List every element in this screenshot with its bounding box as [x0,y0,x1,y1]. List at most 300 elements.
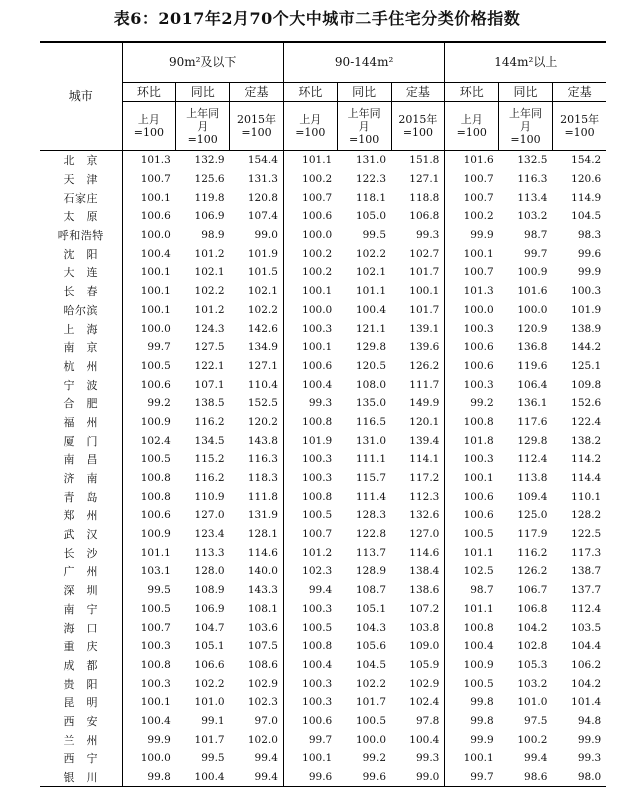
index-value: 118.1 [355,191,387,204]
table-row [40,394,606,413]
index-value: 98.0 [552,768,606,787]
city-name: 海 口 [63,621,98,635]
index-value: 99.9 [445,226,499,245]
index-value: 127.1 [409,173,440,186]
table-row [40,226,606,245]
index-value: 122.1 [194,359,225,372]
price-index-table [40,41,606,787]
index-value: 115.2 [194,453,225,466]
index-value: 118.8 [409,191,440,204]
index-value: 152.6 [571,397,602,410]
index-value: 154.2 [571,154,602,167]
table-row [40,450,606,469]
table-row [40,469,606,488]
city-name: 太 原 [63,210,98,224]
index-value: 99.9 [445,730,499,749]
index-value: 122.5 [571,528,602,541]
index-value: 100.7 [283,525,337,544]
sub-header-yoy: 同比 [176,83,230,102]
index-value: 101.6 [445,151,499,170]
index-value: 100.4 [355,303,387,316]
index-value: 101.9 [247,247,278,260]
index-value: 129.8 [517,434,548,447]
index-value: 99.7 [122,338,176,357]
index-value: 100.7 [445,263,499,282]
index-value: 140.0 [247,565,278,578]
index-value: 100.7 [445,188,499,207]
index-value: 101.0 [194,696,225,709]
sub-header-yoy: 同比 [499,83,553,102]
city-column-header: 城市 [40,42,122,151]
index-value: 131.0 [355,434,387,447]
index-value: 102.2 [355,677,387,690]
index-value: 100.1 [283,282,337,301]
index-value: 99.5 [362,229,387,242]
index-value: 139.6 [409,341,440,354]
table-row [40,263,606,282]
table-row [40,282,606,301]
index-value: 116.5 [355,415,387,428]
index-value: 102.2 [355,247,387,260]
index-value: 111.7 [409,378,440,391]
table-row [40,151,606,170]
index-value: 113.4 [517,191,548,204]
index-value: 99.5 [201,752,225,765]
table-row [40,338,606,357]
index-value: 106.8 [517,602,548,615]
city-name: 郑 州 [63,509,98,523]
index-value: 102.0 [247,733,278,746]
index-value: 100.0 [122,226,176,245]
city-name: 大 连 [63,266,98,280]
index-value: 100.2 [517,733,548,746]
index-value: 102.4 [122,431,176,450]
index-value: 100.1 [122,301,176,320]
index-value: 100.6 [122,506,176,525]
base-header-prev-month: 上月 =100 [445,102,499,151]
index-value: 127.1 [247,359,278,372]
index-value: 113.8 [517,472,548,485]
index-value: 100.5 [355,714,387,727]
index-value: 100.9 [517,266,548,279]
index-value: 120.8 [247,191,278,204]
index-value: 108.0 [355,378,387,391]
index-value: 123.4 [194,528,225,541]
index-value: 99.3 [415,752,440,765]
table-row [40,431,606,450]
city-name: 北 京 [63,154,98,168]
index-value: 154.4 [247,154,278,167]
table-row [40,487,606,506]
index-value: 107.2 [409,602,440,615]
table-row [40,413,606,432]
index-value: 98.6 [499,768,553,787]
index-value: 125.6 [194,173,225,186]
index-value: 100.6 [445,338,499,357]
index-value: 98.7 [524,229,548,242]
index-value: 100.9 [122,413,176,432]
index-value: 137.7 [571,584,602,597]
city-name: 呼和浩特 [57,229,104,243]
index-value: 99.7 [524,247,548,260]
base-header-2015: 2015年 =100 [552,102,606,151]
index-value: 100.7 [445,170,499,189]
index-value: 100.1 [445,244,499,263]
index-value: 128.1 [247,528,278,541]
index-value: 112.4 [517,453,548,466]
table-title: 表6：2017年2月70个大中城市二手住宅分类价格指数 [113,9,521,28]
index-value: 100.1 [445,469,499,488]
index-value: 105.3 [517,658,548,671]
index-value: 114.4 [571,472,602,485]
index-value: 110.9 [194,490,225,503]
index-value: 100.7 [283,188,337,207]
table-row [40,543,606,562]
index-value: 102.9 [409,677,440,690]
index-value: 101.1 [445,543,499,562]
index-value: 100.6 [445,506,499,525]
index-value: 128.0 [194,565,225,578]
index-value: 125.0 [517,509,548,522]
index-value: 122.4 [571,415,602,428]
index-value: 103.2 [517,677,548,690]
city-name: 上 海 [63,322,98,336]
index-value: 126.2 [409,359,440,372]
index-value: 104.4 [571,640,602,653]
table-row [40,525,606,544]
index-value: 131.3 [247,173,278,186]
index-value: 126.2 [517,565,548,578]
index-value: 100.3 [445,319,499,338]
city-name: 宁 波 [63,378,98,392]
index-value: 134.9 [247,341,278,354]
index-value: 116.2 [194,415,225,428]
index-value: 135.0 [355,397,387,410]
index-value: 100.8 [283,487,337,506]
index-value: 116.2 [517,546,548,559]
index-value: 100.3 [283,469,337,488]
index-value: 106.7 [517,584,548,597]
index-value: 100.2 [283,170,337,189]
city-name: 重 庆 [63,640,98,654]
index-value: 102.3 [247,696,278,709]
index-value: 97.8 [415,714,440,727]
index-value: 97.0 [254,714,278,727]
index-value: 107.4 [247,210,278,223]
index-value: 116.3 [517,173,548,186]
index-value: 105.9 [409,658,440,671]
index-value: 151.8 [409,154,440,167]
city-name: 武 汉 [63,528,98,542]
base-header-prev-year: 上年同 月 =100 [337,102,391,151]
index-value: 100.0 [355,733,387,746]
index-value: 106.9 [194,210,225,223]
index-value: 100.3 [283,674,337,693]
index-value: 152.5 [247,397,278,410]
index-value: 106.8 [409,210,440,223]
table-row [40,319,606,338]
index-value: 102.2 [194,677,225,690]
table-row [40,768,606,787]
index-value: 105.6 [355,640,387,653]
index-value: 101.1 [122,543,176,562]
index-value: 119.8 [194,191,225,204]
index-value: 94.8 [577,714,602,727]
index-value: 100.0 [122,749,176,768]
index-value: 100.5 [445,674,499,693]
index-value: 102.1 [194,266,225,279]
index-value: 120.2 [247,415,278,428]
index-value: 100.5 [445,525,499,544]
index-value: 114.6 [247,546,278,559]
index-value: 111.1 [355,453,387,466]
index-value: 99.0 [391,768,445,787]
index-value: 103.1 [122,562,176,581]
index-value: 99.2 [445,394,499,413]
index-value: 113.3 [194,546,225,559]
index-value: 121.1 [355,322,387,335]
city-name: 天 津 [63,173,98,187]
index-value: 106.2 [571,658,602,671]
index-value: 109.4 [517,490,548,503]
index-value: 116.3 [247,453,278,466]
index-value: 114.9 [571,191,602,204]
index-value: 107.1 [194,378,225,391]
city-name: 长 沙 [63,546,98,560]
index-value: 100.4 [283,656,337,675]
index-value: 101.0 [517,696,548,709]
city-name: 银 川 [40,768,122,787]
index-value: 127.0 [409,528,440,541]
index-value: 139.4 [409,434,440,447]
city-name: 沈 阳 [63,247,98,261]
sub-header-base: 定基 [230,83,284,102]
index-value: 102.8 [517,640,548,653]
index-value: 106.6 [194,658,225,671]
index-value: 99.3 [577,752,602,765]
index-value: 100.4 [122,244,176,263]
index-value: 115.7 [355,472,387,485]
group-header-small: 90m²及以下 [122,42,283,83]
city-name: 贵 阳 [63,677,98,691]
index-value: 101.7 [355,696,387,709]
index-value: 100.1 [122,188,176,207]
table-row [40,656,606,675]
index-value: 125.1 [571,359,602,372]
index-value: 110.4 [247,378,278,391]
index-value: 104.5 [571,210,602,223]
index-value: 99.9 [122,730,176,749]
index-value: 101.2 [194,303,225,316]
index-value: 104.5 [355,658,387,671]
index-value: 102.2 [194,285,225,298]
city-name: 深 圳 [63,584,98,598]
index-value: 99.6 [577,247,602,260]
index-value: 99.3 [415,229,440,242]
index-value: 132.5 [517,154,548,167]
index-value: 99.4 [283,581,337,600]
table-row [40,730,606,749]
index-value: 118.3 [247,472,278,485]
index-value: 99.8 [445,693,499,712]
index-value: 101.7 [409,303,440,316]
index-value: 100.3 [122,637,176,656]
index-value: 100.1 [283,749,337,768]
index-value: 132.9 [194,154,225,167]
index-value: 138.4 [409,565,440,578]
index-value: 142.6 [247,322,278,335]
index-value: 99.4 [254,752,278,765]
sub-header-base: 定基 [391,83,445,102]
index-value: 100.6 [445,357,499,376]
index-value: 143.3 [247,584,278,597]
index-value: 100.6 [283,357,337,376]
index-value: 100.2 [445,207,499,226]
index-value: 100.2 [283,263,337,282]
index-value: 100.3 [283,319,337,338]
index-value: 105.0 [355,210,387,223]
index-value: 100.0 [445,301,499,320]
table-row [40,674,606,693]
index-value: 99.4 [524,752,548,765]
sub-header-mom: 环比 [122,83,176,102]
index-value: 102.5 [445,562,499,581]
index-value: 104.2 [517,621,548,634]
index-value: 102.1 [247,285,278,298]
index-value: 102.3 [283,562,337,581]
city-name: 成 都 [63,658,98,672]
table-row [40,506,606,525]
table-row [40,170,606,189]
index-value: 100.4 [176,768,230,787]
city-name: 青 岛 [63,490,98,504]
index-value: 100.8 [122,656,176,675]
index-value: 99.7 [283,730,337,749]
index-value: 144.2 [571,341,602,354]
index-value: 101.4 [571,696,602,709]
index-value: 99.2 [362,752,387,765]
index-value: 114.1 [409,453,440,466]
table-row [40,562,606,581]
index-value: 97.5 [524,714,548,727]
index-value: 102.9 [247,677,278,690]
index-value: 100.0 [283,226,337,245]
index-value: 101.3 [122,151,176,170]
index-value: 132.6 [409,509,440,522]
index-value: 143.8 [247,434,278,447]
index-value: 98.3 [577,229,602,242]
index-value: 101.3 [445,282,499,301]
table-row [40,637,606,656]
index-value: 117.6 [517,415,548,428]
table-row [40,207,606,226]
table-row [40,357,606,376]
index-value: 99.2 [122,394,176,413]
index-value: 100.1 [122,263,176,282]
group-header-medium: 90-144m² [283,42,444,83]
index-value: 100.8 [445,413,499,432]
index-value: 100.1 [445,749,499,768]
index-value: 100.8 [283,413,337,432]
index-value: 120.1 [409,415,440,428]
index-value: 100.0 [122,319,176,338]
table-row [40,301,606,320]
index-value: 102.4 [409,696,440,709]
index-value: 102.1 [355,266,387,279]
base-header-2015: 2015年 =100 [230,102,284,151]
index-value: 102.7 [409,247,440,260]
index-value: 100.8 [122,469,176,488]
sub-header-yoy: 同比 [337,83,391,102]
index-value: 101.1 [445,600,499,619]
index-value: 99.7 [445,768,499,787]
index-value: 100.3 [445,375,499,394]
index-value: 114.2 [571,453,602,466]
index-value: 149.9 [409,397,440,410]
index-value: 128.9 [355,565,387,578]
city-name: 西 安 [63,714,98,728]
index-value: 101.7 [194,733,225,746]
index-value: 100.4 [122,712,176,731]
index-value: 106.9 [194,602,225,615]
table-row [40,188,606,207]
index-value: 100.1 [122,693,176,712]
index-value: 122.8 [355,528,387,541]
index-value: 99.5 [122,581,176,600]
table-row [40,375,606,394]
index-value: 100.1 [409,285,440,298]
sub-header-mom: 环比 [283,83,337,102]
index-value: 116.2 [194,472,225,485]
index-value: 98.7 [445,581,499,600]
index-value: 100.6 [283,207,337,226]
city-name: 长 春 [63,285,98,299]
index-value: 100.3 [122,674,176,693]
index-value: 128.2 [571,509,602,522]
city-name: 广 州 [63,565,98,579]
index-value: 100.5 [122,600,176,619]
index-value: 138.2 [571,434,602,447]
index-value: 100.9 [445,656,499,675]
table-row [40,712,606,731]
index-value: 100.4 [409,733,440,746]
index-value: 138.6 [409,584,440,597]
index-value: 100.6 [283,712,337,731]
index-value: 99.3 [283,394,337,413]
index-value: 117.9 [517,528,548,541]
index-value: 99.9 [577,266,602,279]
index-value: 117.2 [409,472,440,485]
city-name: 济 南 [63,472,98,486]
index-value: 120.6 [571,173,602,186]
index-value: 100.7 [122,618,176,637]
index-value: 101.1 [355,285,387,298]
index-value: 101.1 [283,151,337,170]
index-value: 99.6 [337,768,391,787]
index-value: 100.3 [283,600,337,619]
index-value: 100.6 [122,207,176,226]
index-value: 109.8 [571,378,602,391]
index-value: 101.7 [409,266,440,279]
index-value: 100.3 [283,450,337,469]
sub-header-base: 定基 [552,83,606,102]
index-value: 100.4 [283,375,337,394]
city-name: 南 宁 [63,602,98,616]
sub-header-mom: 环比 [445,83,499,102]
index-value: 100.8 [283,637,337,656]
city-name: 西 宁 [63,752,98,766]
index-value: 99.6 [283,768,337,787]
